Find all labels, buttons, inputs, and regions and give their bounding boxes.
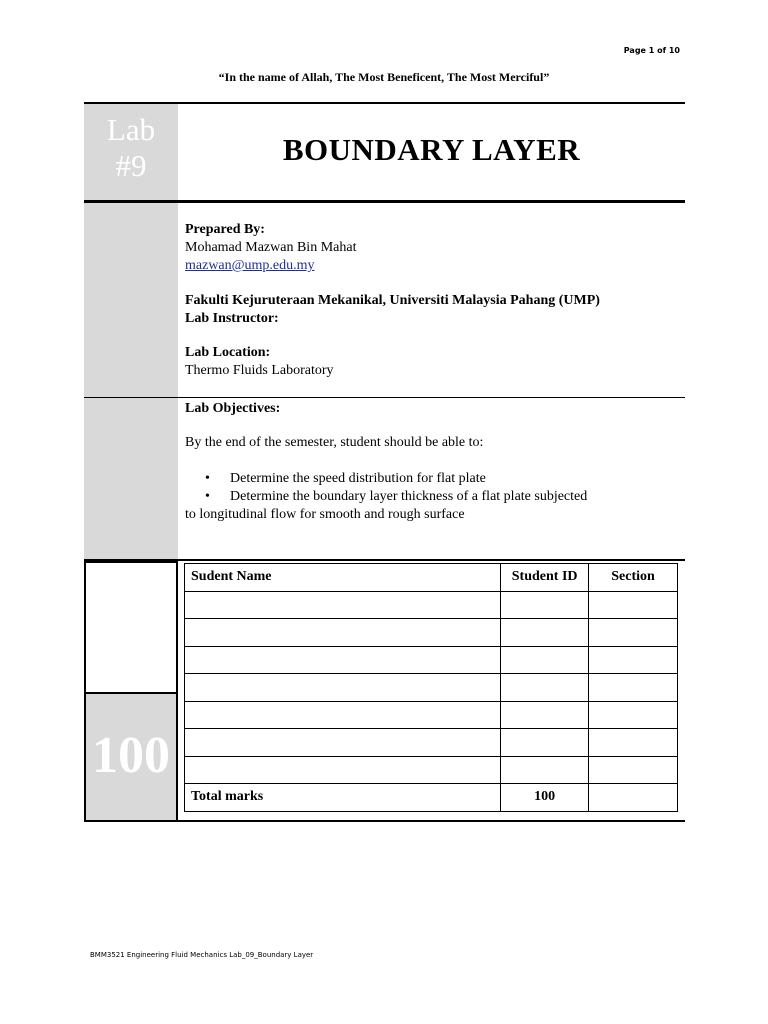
prepared-by-label: Prepared By: (185, 222, 265, 237)
student-id-cell[interactable] (501, 701, 589, 729)
table-row (185, 591, 678, 619)
student-name-cell[interactable] (185, 701, 501, 729)
student-id-cell[interactable] (501, 756, 589, 784)
bottom-rule (84, 820, 685, 822)
section-cell[interactable] (589, 674, 678, 702)
objectives-list (185, 470, 675, 524)
faculty-name: Fakulti Kejuruteraan Mekanikal, Universiti Malaysia Pahang (UMP) (185, 293, 600, 308)
objective-continuation: to longitudinal flow for smooth and rough surface (185, 507, 465, 522)
table-row (185, 729, 678, 757)
faculty-section (185, 292, 600, 328)
section-cell[interactable] (589, 591, 678, 619)
table-row (185, 646, 678, 674)
total-row (185, 784, 678, 812)
section-cell[interactable] (589, 756, 678, 784)
objectives-intro: By the end of the semester, student should be able to: (185, 435, 484, 450)
student-id-cell[interactable] (501, 619, 589, 647)
student-name-cell[interactable] (185, 619, 501, 647)
student-id-cell[interactable] (501, 591, 589, 619)
table-header-row (185, 564, 678, 592)
lab-label: Lab (106, 112, 156, 147)
student-name-cell[interactable] (185, 729, 501, 757)
prepared-section (185, 221, 356, 275)
instructor-label: Lab Instructor: (185, 311, 279, 326)
student-name-cell[interactable] (185, 756, 501, 784)
list-item (185, 488, 675, 506)
author-email-link[interactable]: mazwan@ump.edu.my (185, 258, 315, 273)
footer-text: BMM3521 Engineering Fluid Mechanics Lab_09_Boundary Layer (90, 951, 314, 959)
bullet-icon: • (205, 471, 210, 486)
section-cell[interactable] (589, 701, 678, 729)
student-name-cell[interactable] (185, 674, 501, 702)
student-table (184, 563, 678, 812)
score-value: 100 (92, 727, 170, 784)
author-name: Mohamad Mazwan Bin Mahat (185, 240, 357, 255)
total-marks-label: Total marks (185, 784, 501, 812)
column-header-id: Student ID (501, 564, 589, 592)
student-id-cell[interactable] (501, 729, 589, 757)
total-section-cell (589, 784, 678, 812)
list-item (185, 470, 675, 488)
table-row (185, 701, 678, 729)
objectives-label: Lab Objectives: (185, 401, 281, 416)
total-marks-value: 100 (501, 784, 589, 812)
location-label: Lab Location: (185, 345, 271, 360)
table-row (185, 756, 678, 784)
lab-number-label (84, 112, 178, 184)
student-id-cell[interactable] (501, 674, 589, 702)
bismillah-header: “In the name of Allah, The Most Beneficent, The Most Merciful” (218, 70, 550, 84)
bullet-icon: • (205, 489, 210, 504)
prepared-side-panel (84, 203, 178, 398)
objective-text: Determine the speed distribution for flat plate (230, 471, 486, 486)
column-header-section: Section (589, 564, 678, 592)
student-name-cell[interactable] (185, 591, 501, 619)
section-cell[interactable] (589, 619, 678, 647)
table-row (185, 674, 678, 702)
table-row (185, 619, 678, 647)
column-header-name: Sudent Name (185, 564, 501, 592)
objective-text: Determine the boundary layer thickness of a flat plate subjected (230, 489, 588, 504)
objectives-side-panel (84, 398, 178, 560)
location-value: Thermo Fluids Laboratory (185, 363, 334, 378)
lab-title: BOUNDARY LAYER (282, 132, 581, 167)
student-id-cell[interactable] (501, 646, 589, 674)
page-number: Page 1 of 10 (623, 46, 680, 55)
section-cell[interactable] (589, 646, 678, 674)
student-name-cell[interactable] (185, 646, 501, 674)
section-cell[interactable] (589, 729, 678, 757)
location-section (185, 344, 334, 380)
lab-number: #9 (115, 148, 147, 183)
